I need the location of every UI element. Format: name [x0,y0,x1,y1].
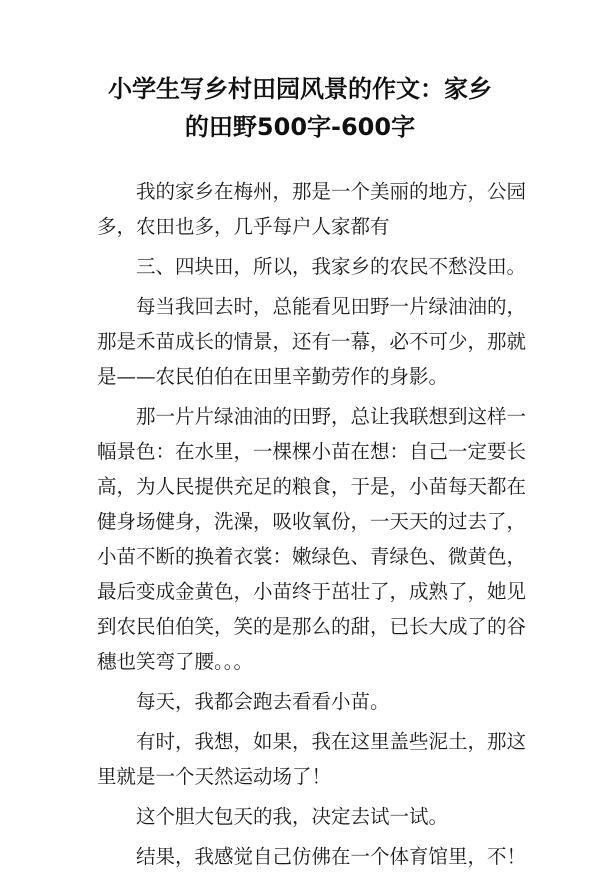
text-line: 我的家乡在梅州，那是一个美丽的地方，公园 [97,180,527,203]
paragraph [97,174,527,244]
paragraph [97,839,527,874]
text-line: 最后变成金黄色，小苗终于茁壮了，成熟了，她见 [97,580,527,603]
paragraph [97,249,527,284]
text-line: 是——农民伯伯在田里辛勤劳作的身影。 [97,365,449,388]
title-line-1: 小学生写乡村田园风景的作文：家乡 [108,75,492,103]
text-line: 有时，我想，如果，我在这里盖些泥土，那这 [97,730,527,753]
title-line-2: 的田野500字-600字 [184,113,416,141]
text-line: 结果，我感觉自己仿佛在一个体育馆里，不！ [97,845,527,868]
text-line: 穗也笑弯了腰。。。 [97,650,254,673]
text-line: 三、四块田，所以，我家乡的农民不愁没田。 [97,255,527,278]
paragraph [97,724,527,794]
text-line: 那是禾苗成长的情景，还有一幕，必不可少，那就 [97,330,527,353]
text-line: 多，农田也多，几乎每户人家都有 [97,215,390,238]
paragraph [97,684,507,719]
text-line: 每当我回去时，总能看见田野一片绿油油的， [97,295,527,318]
text-line: 小苗不断的换着衣裳：嫩绿色、青绿色、微黄色， [97,545,527,568]
page-title [60,70,540,146]
text-line: 高，为人民提供充足的粮食，于是，小苗每天都在 [97,475,527,498]
paragraph [97,289,527,394]
paragraph [97,799,507,834]
text-line: 健身场健身，洗澡，吸收氧份，一天天的过去了， [97,510,527,533]
paragraph [97,399,527,679]
text-line: 到农民伯伯笑，笑的是那么的甜，已长大成了的谷 [97,615,527,638]
article-body [97,174,527,874]
text-line: 这个胆大包天的我，决定去试一试。 [97,805,449,828]
text-line: 幅景色：在水里，一棵棵小苗在想：自己一定要长 [97,440,527,463]
text-line: 每天，我都会跑去看看小苗。 [97,690,390,713]
text-line: 里就是一个天然运动场了！ [97,765,332,788]
text-line: 那一片片绿油油的田野，总让我联想到这样一 [97,405,527,428]
